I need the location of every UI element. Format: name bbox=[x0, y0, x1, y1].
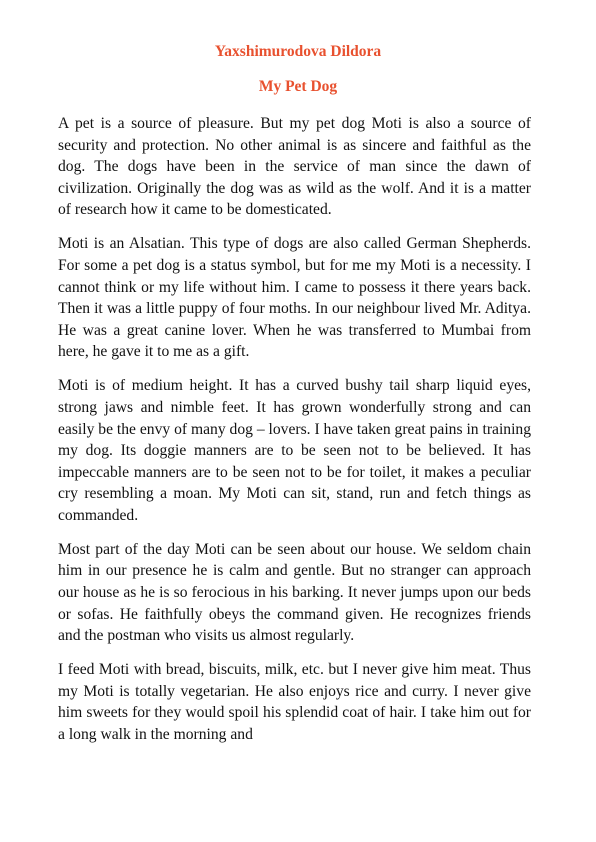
paragraph: Most part of the day Moti can be seen about our house. We seldom chain him in our presence he is calm and gentle. But no stranger can approach our house as he is so ferocious in his barking. It never jumps upon our beds or sofas. He faithfully obeys the command given. He recognizes friends and the postman who visits us almost regularly. bbox=[58, 540, 531, 645]
document-body bbox=[58, 113, 531, 758]
document-title: My Pet Dog bbox=[258, 78, 338, 95]
paragraph: Moti is an Alsatian. This type of dogs are also called German Shepherds. For some a pet dog is a status symbol, but for me my Moti is a necessity. I cannot think or my life without him. I came to possess it there years back. Then it was a little puppy of four moths. In our neighbour lived Mr. Aditya. He was a great canine lover. When he was transferred to Mumbai from here, he gave it to me as a gift. bbox=[58, 235, 531, 361]
paragraph: Moti is of medium height. It has a curved bushy tail sharp liquid eyes, strong jaws and nimble feet. It has grown wonderfully strong and can easily be the envy of many dog – lovers. I have taken great pains in training my dog. Its doggie manners are to be seen not to be believed. It has impeccable manners are to be seen not to be for toilet, it makes a peculiar cry resembling a moan. My Moti can sit, stand, run and fetch things as commanded. bbox=[58, 377, 531, 524]
author-name: Yaxshimurodova Dildora bbox=[214, 43, 382, 60]
paragraph: A pet is a source of pleasure. But my pet dog Moti is also a source of security and protection. No other animal is as sincere and faithful as the dog. The dogs have been in the service of man since the dawn of civilization. Originally the dog was as wild as the wolf. And it is a matter of research how it came to be domesticated. bbox=[58, 115, 531, 219]
paragraph: I feed Moti with bread, biscuits, milk, etc. but I never give him meat. Thus my Moti is totally vegetarian. He also enjoys rice and curry. I never give him sweets for they would spoil his splendid coat of hair. I take him out for a long walk in the morning and bbox=[58, 661, 531, 743]
